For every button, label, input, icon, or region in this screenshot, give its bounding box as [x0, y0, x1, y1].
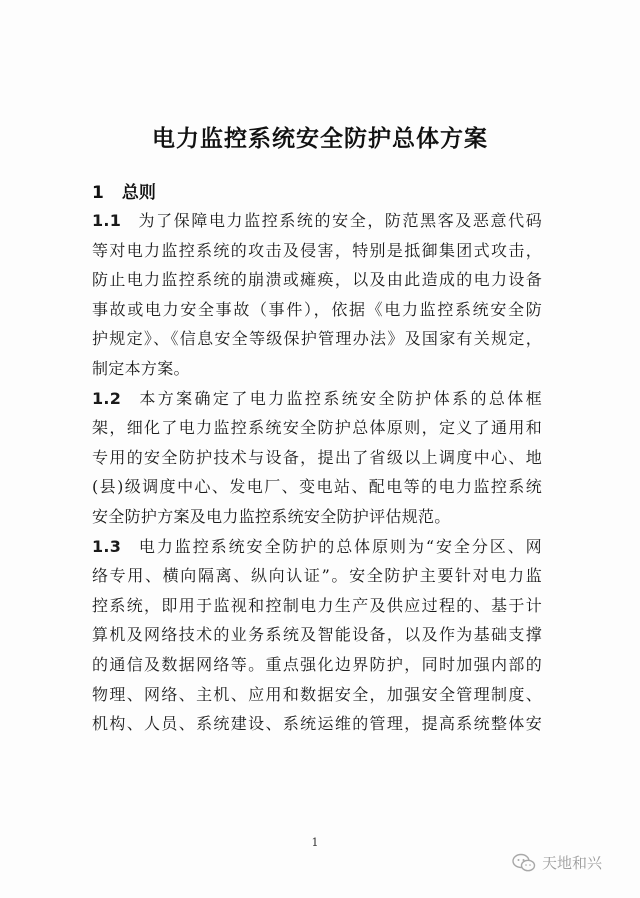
line-text: 为了保障电力监控系统的安全，防范黑客及恶意代码: [137, 211, 542, 230]
paragraph-line: (县)级调度中心、发电厂、变电站、配电等的电力监控系统: [92, 477, 542, 497]
page-number: 1: [311, 836, 319, 849]
watermark: [512, 852, 602, 873]
wechat-icon: [512, 853, 536, 873]
paragraph-line: 防止电力监控系统的崩溃或瘫痪，以及由此造成的电力设备: [92, 270, 542, 290]
paragraph-line: 机构、人员、系统建设、系统运维的管理，提高系统整体安: [92, 714, 542, 734]
paragraph-line: 络专用、横向隔离、纵向认证”。安全防护主要针对电力监: [92, 566, 542, 586]
paragraph-line: 控系统，即用于监视和控制电力生产及供应过程的、基于计: [92, 595, 542, 615]
paragraph-line: 制定本方案。: [92, 358, 190, 378]
paragraph-line: 护规定》、《信息安全等级保护管理办法》及国家有关规定，: [92, 329, 542, 349]
watermark-text: 天地和兴: [542, 854, 603, 872]
clause-1-3: [92, 532, 542, 739]
section-number: 1: [92, 183, 104, 203]
line-text: 本方案确定了电力监控系统安全防护体系的总体框: [137, 388, 542, 408]
paragraph-line: [92, 206, 542, 236]
paragraph-line: 物理、网络、主机、应用和数据安全，加强安全管理制度、: [92, 684, 542, 704]
paragraph-line: 等对电力监控系统的攻击及侵害，特别是抵御集团式攻击，: [92, 240, 542, 260]
clause-number: 1.3: [92, 536, 122, 556]
document-title: 电力监控系统安全防护总体方案: [152, 126, 488, 152]
section-heading: [92, 178, 156, 203]
document-body: [92, 206, 542, 739]
clause-1-1: [92, 206, 542, 384]
paragraph-line: [92, 384, 542, 414]
clause-number: 1.1: [92, 211, 122, 230]
section-title: 总则: [121, 183, 156, 203]
line-text: 电力监控系统安全防护的总体原则为“安全分区、网: [137, 536, 542, 556]
paragraph-line: 架，细化了电力监控系统安全防护总体原则，定义了通用和: [92, 418, 542, 438]
paragraph-line: 事故或电力安全事故（事件），依据《电力监控系统安全防: [92, 299, 542, 319]
clause-number: 1.2: [92, 388, 122, 408]
paragraph-line: 安全防护方案及电力监控系统安全防护评估规范。: [92, 506, 451, 526]
paragraph-line: 专用的安全防护技术与设备，提出了省级以上调度中心、地: [92, 447, 542, 467]
paragraph-line: 的通信及数据网络等。重点强化边界防护，同时加强内部的: [92, 654, 542, 674]
paragraph-line: 算机及网络技术的业务系统及智能设备，以及作为基础支撑: [92, 625, 542, 645]
clause-1-2: [92, 384, 542, 532]
paragraph-line: [92, 532, 542, 562]
